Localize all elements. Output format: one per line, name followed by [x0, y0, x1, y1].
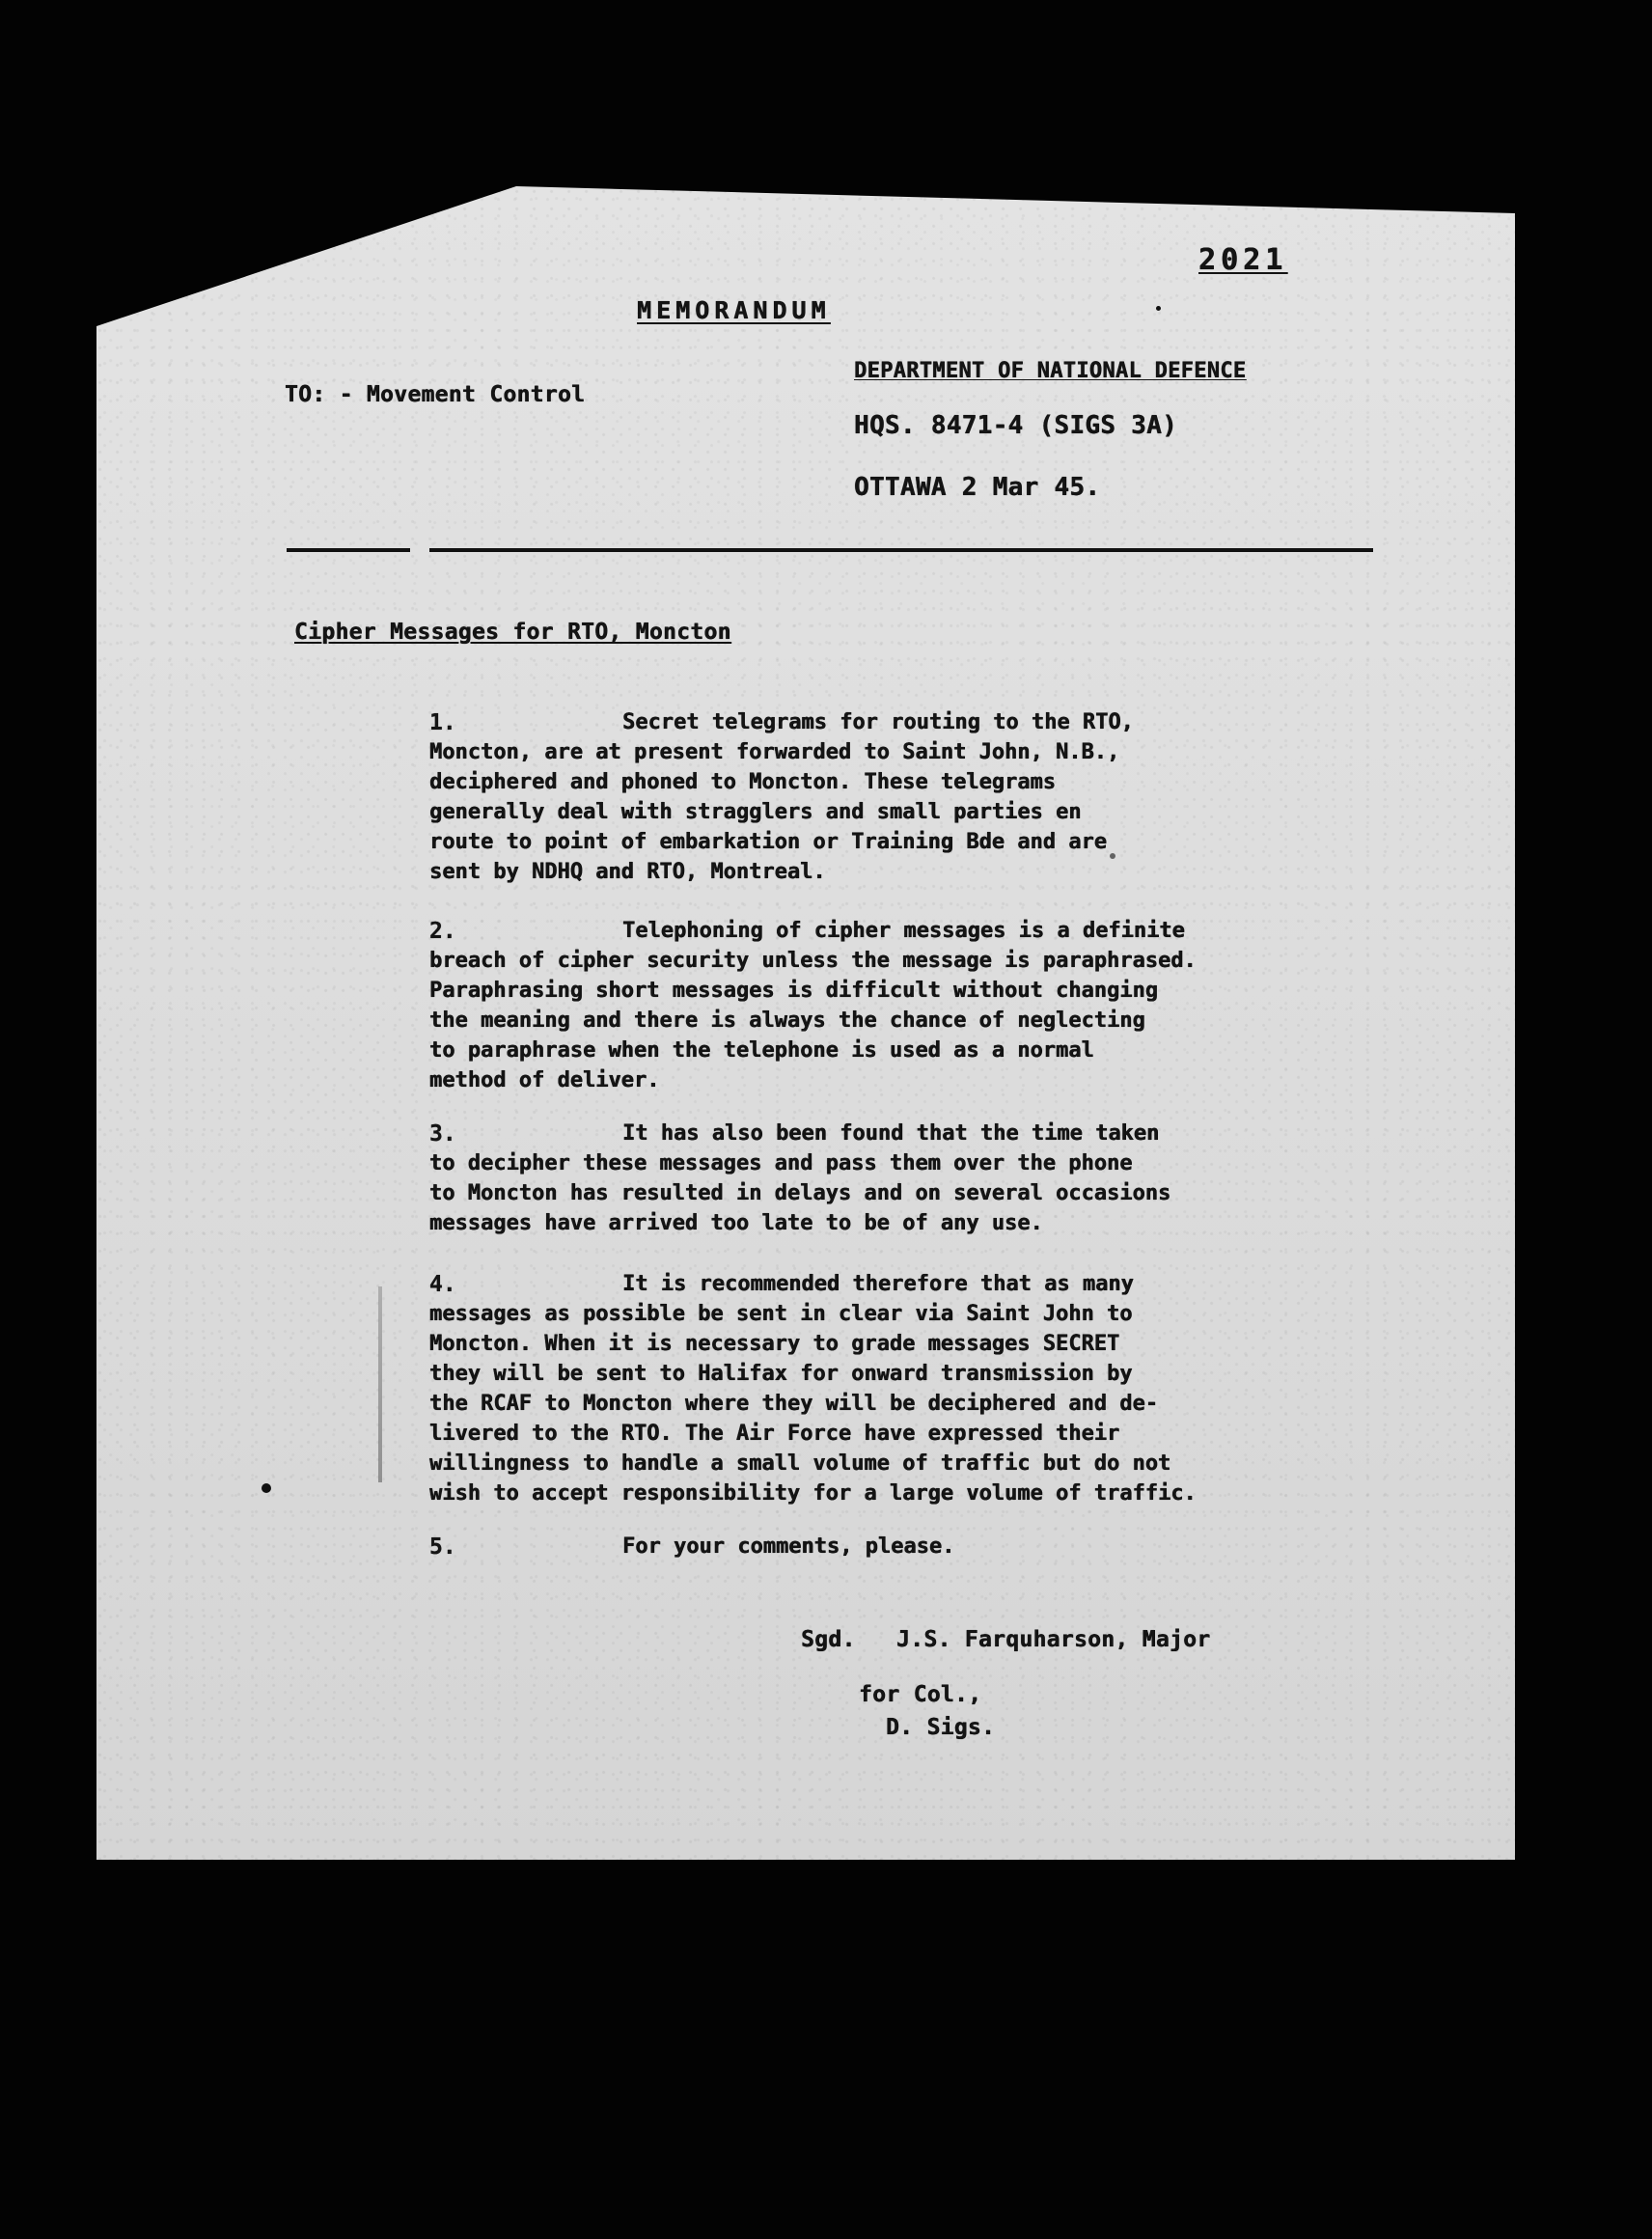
signature-for-line: for Col.,: [859, 1682, 982, 1707]
department-line: DEPARTMENT OF NATIONAL DEFENCE: [854, 359, 1247, 383]
paragraph-line: to Moncton has resulted in delays and on several occasions: [429, 1181, 1171, 1205]
paragraph-number: 4.: [429, 1272, 456, 1297]
paragraph-line: It is recommended therefore that as many: [622, 1272, 1134, 1296]
ink-dot: [1156, 306, 1161, 311]
paragraph-line: For your comments, please.: [622, 1534, 955, 1559]
paragraph-2: [429, 919, 1317, 1098]
paragraph-line: the meaning and there is always the chance of neglecting: [429, 1009, 1145, 1033]
paragraph-line: Moncton, are at present forwarded to Saint John, N.B.,: [429, 740, 1120, 764]
paragraph-line: Paraphrasing short messages is difficult without changing: [429, 979, 1158, 1003]
paragraph-line: they will be sent to Halifax for onward transmission by: [429, 1362, 1133, 1386]
signature-line: Sgd. J.S. Farquharson, Major: [801, 1627, 1211, 1652]
paragraph-line: Moncton. When it is necessary to grade messages SECRET: [429, 1332, 1120, 1356]
paragraph-line: to decipher these messages and pass them over the phone: [429, 1151, 1133, 1175]
paragraph-line: method of deliver.: [429, 1068, 660, 1092]
hqs-line: HQS. 8471-4 (SIGS 3A): [854, 411, 1178, 440]
paragraph-1: [429, 710, 1317, 890]
paragraph-line: It has also been found that the time taken: [622, 1121, 1160, 1146]
to-line: TO: - Movement Control: [285, 382, 586, 407]
paragraph-line: route to point of embarkation or Training Bde and are: [429, 830, 1107, 854]
paragraph-line: deciphered and phoned to Moncton. These telegrams: [429, 770, 1057, 794]
memorandum-title: MEMORANDUM: [637, 296, 831, 324]
paragraph-line: willingness to handle a small volume of traffic but do not: [429, 1451, 1171, 1476]
paragraph-line: Telephoning of cipher messages is a definite: [622, 919, 1185, 943]
date-line: OTTAWA 2 Mar 45.: [854, 473, 1101, 502]
paragraph-number: 5.: [429, 1534, 456, 1560]
paragraph-line: messages as possible be sent in clear via Saint John to: [429, 1302, 1133, 1326]
paragraph-5: [429, 1534, 1317, 1564]
paragraph-number: 1.: [429, 710, 456, 735]
page-stamp: 2021: [1198, 243, 1288, 277]
paragraph-line: messages have arrived too late to be of any use.: [429, 1211, 1043, 1235]
paragraph-line: Secret telegrams for routing to the RTO,: [622, 710, 1134, 734]
subject-line: Cipher Messages for RTO, Moncton: [294, 620, 731, 645]
paragraph-line: generally deal with stragglers and small parties en: [429, 800, 1082, 824]
divider-long: [429, 548, 1373, 552]
signature-unit-line: D. Sigs.: [886, 1715, 996, 1740]
paragraph-number: 3.: [429, 1121, 456, 1147]
paragraph-line: the RCAF to Moncton where they will be deciphered and de-: [429, 1392, 1158, 1416]
paragraph-4: [429, 1272, 1317, 1511]
paragraph-line: sent by NDHQ and RTO, Montreal.: [429, 860, 826, 884]
divider-short: [287, 548, 410, 552]
paragraph-line: livered to the RTO. The Air Force have expressed their: [429, 1422, 1120, 1446]
paragraph-line: to paraphrase when the telephone is used as a normal: [429, 1038, 1094, 1063]
ink-dot: [1110, 853, 1115, 859]
paragraph-line: wish to accept responsibility for a large volume of traffic.: [429, 1481, 1197, 1506]
ink-dot: [262, 1483, 271, 1493]
paragraph-number: 2.: [429, 919, 456, 944]
paragraph-line: breach of cipher security unless the message is paraphrased.: [429, 949, 1197, 973]
margin-line: [378, 1286, 382, 1482]
paragraph-3: [429, 1121, 1317, 1241]
